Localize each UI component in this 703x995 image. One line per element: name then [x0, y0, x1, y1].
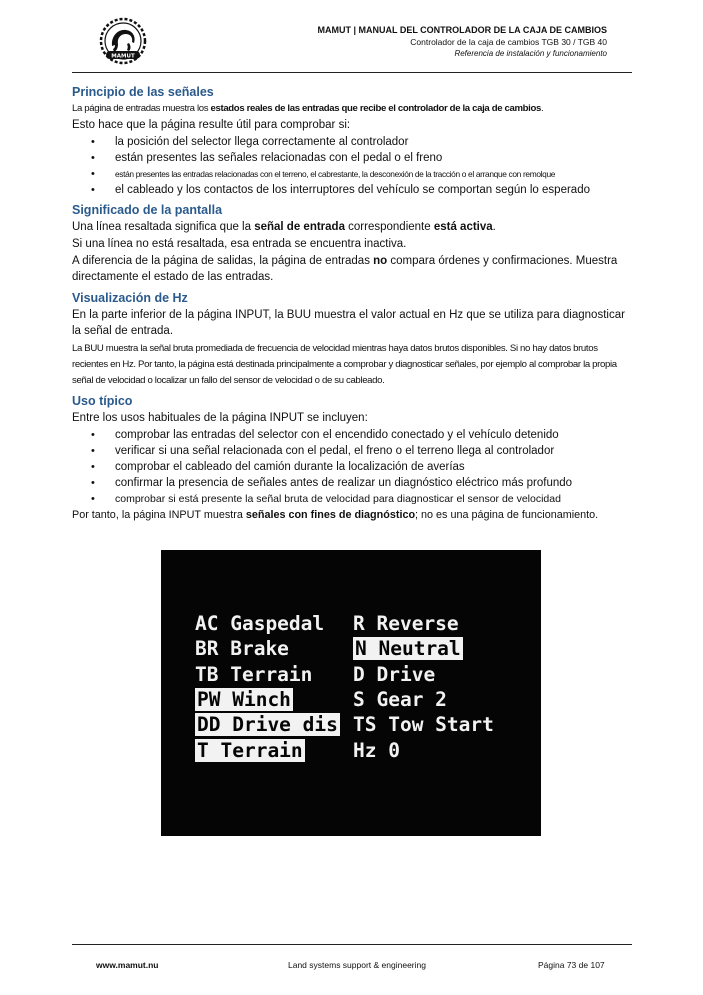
input-line-gaspedal: AC Gaspedal — [195, 612, 325, 635]
paragraph: Una línea resaltada significa que la señal de entrada correspondiente está activa. — [72, 221, 496, 233]
list-item: • el cableado y los contactos de los interruptores del vehículo se comportan según lo esperado — [72, 182, 632, 198]
list-item: • comprobar las entradas del selector con el encendido conectado y el vehículo detenido — [72, 427, 632, 443]
input-line-terrain-tb: TB Terrain — [195, 663, 313, 686]
bullet-list — [72, 427, 632, 507]
mamut-logo — [96, 16, 150, 66]
section-heading-typical-use: Uso típico — [72, 394, 133, 408]
page-header — [317, 24, 607, 60]
list-item: • están presentes las señales relacionadas con el pedal o el freno — [72, 150, 632, 166]
section-heading-display-meaning: Significado de la pantalla — [72, 203, 223, 217]
section-heading-signal-principle: Principio de las señales — [72, 85, 214, 99]
paragraph: La página de entradas muestra los estados reales de las entradas que recibe el controlador de la caja de cambios. — [72, 103, 544, 114]
input-line-winch: PW Winch — [197, 688, 291, 711]
footer-divider — [72, 944, 632, 945]
page-content — [72, 84, 632, 523]
section-heading-hz-display: Visualización de Hz — [72, 291, 188, 305]
paragraph: A diferencia de la página de salidas, la página de entradas no compara órdenes y confirmaciones. Muestra directamente el estado de las entradas. — [72, 255, 618, 283]
paragraph: Si una línea no está resaltada, esa entrada se encuentra inactiva. — [72, 238, 407, 250]
list-item: • verificar si una señal relacionada con el pedal, el freno o el terreno llega al controlador — [72, 443, 632, 459]
header-divider — [72, 72, 632, 73]
list-item: • confirmar la presencia de señales antes de realizar un diagnóstico eléctrico más profundo — [72, 475, 632, 491]
controller-display-photo — [161, 550, 541, 836]
list-item: • están presentes las entradas relacionadas con el terreno, el cabrestante, la desconexión de la tracción o el arranque con remolque — [72, 166, 632, 182]
footer-website: www.mamut.nu — [96, 960, 159, 970]
footer-page-number: Página 73 de 107 — [538, 960, 605, 970]
paragraph: Entre los usos habituales de la página INPUT se incluyen: — [72, 412, 368, 424]
paragraph: En la parte inferior de la página INPUT, la BUU muestra el valor actual en Hz que se utiliza para diagnosticar la señal de entrada. — [72, 309, 625, 337]
input-line-reverse: R Reverse — [353, 612, 459, 635]
input-page-screen — [161, 550, 541, 836]
input-line-terrain-t: T Terrain — [197, 739, 303, 762]
svg-text:MAMUT: MAMUT — [111, 53, 135, 60]
paragraph: La BUU muestra la señal bruta promediada de frecuencia de velocidad mientras haya datos brutos disponibles. Si no hay datos brutos recientes en Hz. Por tanto, la página está destinada principalmente a comprobar y diagnosticar señales, por ejemplo al comprobar la propia señal de velocidad o localizar un fallo del sensor de velocidad o de su cableado. — [72, 343, 617, 386]
bullet-list — [72, 134, 632, 198]
input-line-tow-start: TS Tow Start — [353, 713, 494, 736]
list-item: • la posición del selector llega correctamente al controlador — [72, 134, 632, 150]
input-line-hz: Hz 0 — [353, 739, 400, 762]
header-subtitle: Controlador de la caja de cambios TGB 30 / TGB 40 — [410, 37, 607, 47]
paragraph: Esto hace que la página resulte útil para comprobar si: — [72, 119, 351, 131]
header-section: Referencia de instalación y funcionamiento — [454, 49, 607, 58]
input-line-drive-dis: DD Drive dis — [197, 713, 338, 736]
input-line-brake: BR Brake — [195, 637, 289, 660]
paragraph: Por tanto, la página INPUT muestra señales con fines de diagnóstico; no es una página de funcionamiento. — [72, 509, 599, 521]
list-item: • comprobar el cableado del camión durante la localización de averías — [72, 459, 632, 475]
input-line-neutral: N Neutral — [355, 637, 461, 660]
input-line-gear: S Gear 2 — [353, 688, 447, 711]
list-item: • comprobar si está presente la señal bruta de velocidad para diagnosticar el sensor de velocidad — [72, 491, 632, 507]
input-line-drive: D Drive — [353, 663, 436, 686]
header-title: MAMUT | MANUAL DEL CONTROLADOR DE LA CAJA DE CAMBIOS — [317, 25, 607, 35]
footer-tagline: Land systems support & engineering — [288, 960, 426, 970]
